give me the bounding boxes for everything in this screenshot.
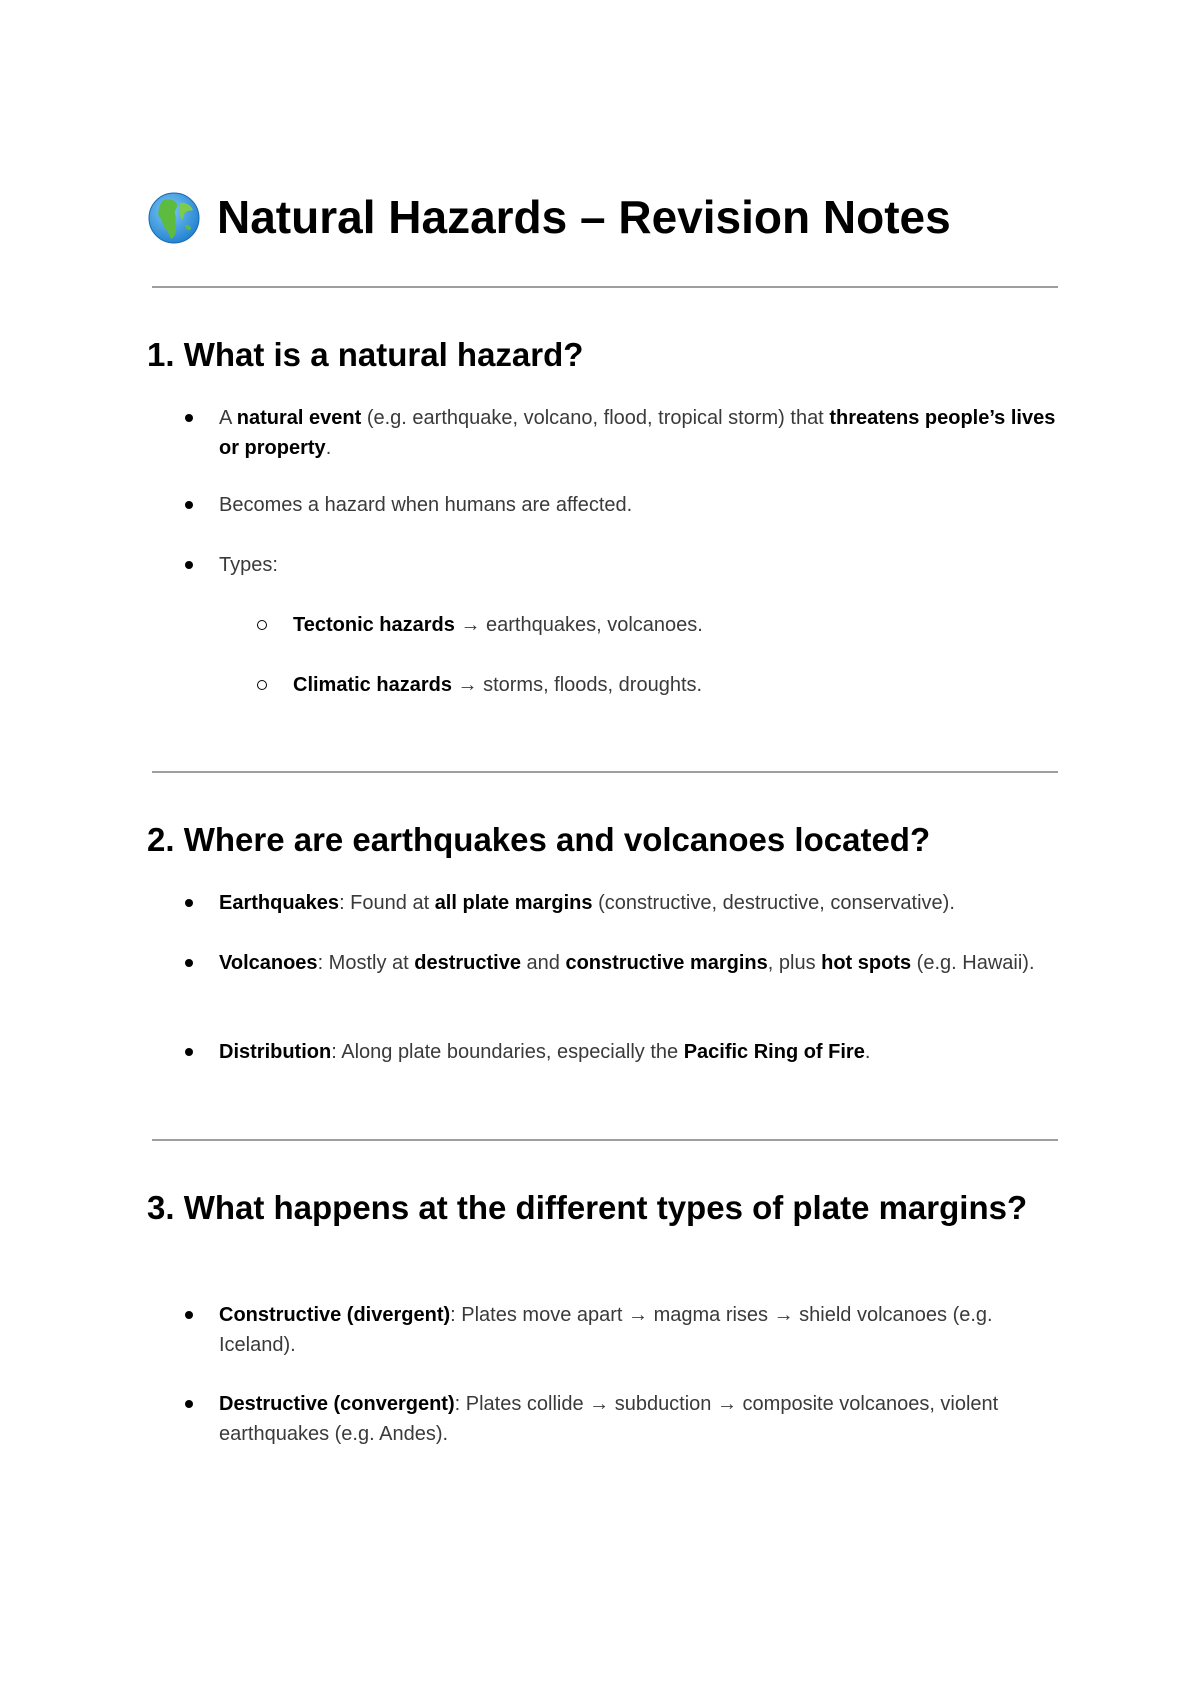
section-2-list bbox=[219, 888, 1059, 918]
list-item: Distribution: Along plate boundaries, especially the Pacific Ring of Fire. bbox=[219, 1037, 1059, 1067]
list-item: Types: bbox=[219, 550, 1059, 580]
types-sublist bbox=[293, 670, 1053, 700]
list-item: Volcanoes: Mostly at destructive and constructive margins, plus hot spots (e.g. Hawaii). bbox=[219, 948, 1059, 978]
section-heading-3: 3. What happens at the different types of plate margins? bbox=[147, 1189, 1028, 1226]
section-3-list bbox=[219, 1389, 1059, 1449]
section-divider bbox=[152, 1139, 1058, 1141]
section-1-list bbox=[219, 403, 1059, 463]
page-title bbox=[147, 190, 951, 245]
section-2-list bbox=[219, 1037, 1059, 1067]
list-item: Tectonic hazards → earthquakes, volcanoes. bbox=[293, 610, 1053, 640]
section-2-list bbox=[219, 948, 1059, 978]
list-item: Climatic hazards → storms, floods, droughts. bbox=[293, 670, 1053, 700]
list-item: A natural event (e.g. earthquake, volcano, flood, tropical storm) that threatens people’s lives or property. bbox=[219, 403, 1059, 463]
section-1-list bbox=[219, 550, 1059, 580]
section-1-list bbox=[219, 490, 1059, 520]
section-divider bbox=[152, 771, 1058, 773]
section-heading-1: 1. What is a natural hazard? bbox=[147, 336, 584, 373]
list-item: Constructive (divergent): Plates move apart → magma rises → shield volcanoes (e.g. Iceland). bbox=[219, 1300, 1059, 1360]
list-item: Earthquakes: Found at all plate margins (constructive, destructive, conservative). bbox=[219, 888, 1059, 918]
list-item: Becomes a hazard when humans are affected. bbox=[219, 490, 1059, 520]
section-divider bbox=[152, 286, 1058, 288]
types-sublist bbox=[293, 610, 1053, 640]
globe-icon bbox=[147, 191, 201, 245]
list-item: Destructive (convergent): Plates collide → subduction → composite volcanoes, violent earthquakes (e.g. Andes). bbox=[219, 1389, 1059, 1449]
section-3-list bbox=[219, 1300, 1059, 1360]
page-title-text: Natural Hazards – Revision Notes bbox=[217, 191, 951, 243]
section-heading-2: 2. Where are earthquakes and volcanoes located? bbox=[147, 821, 931, 858]
